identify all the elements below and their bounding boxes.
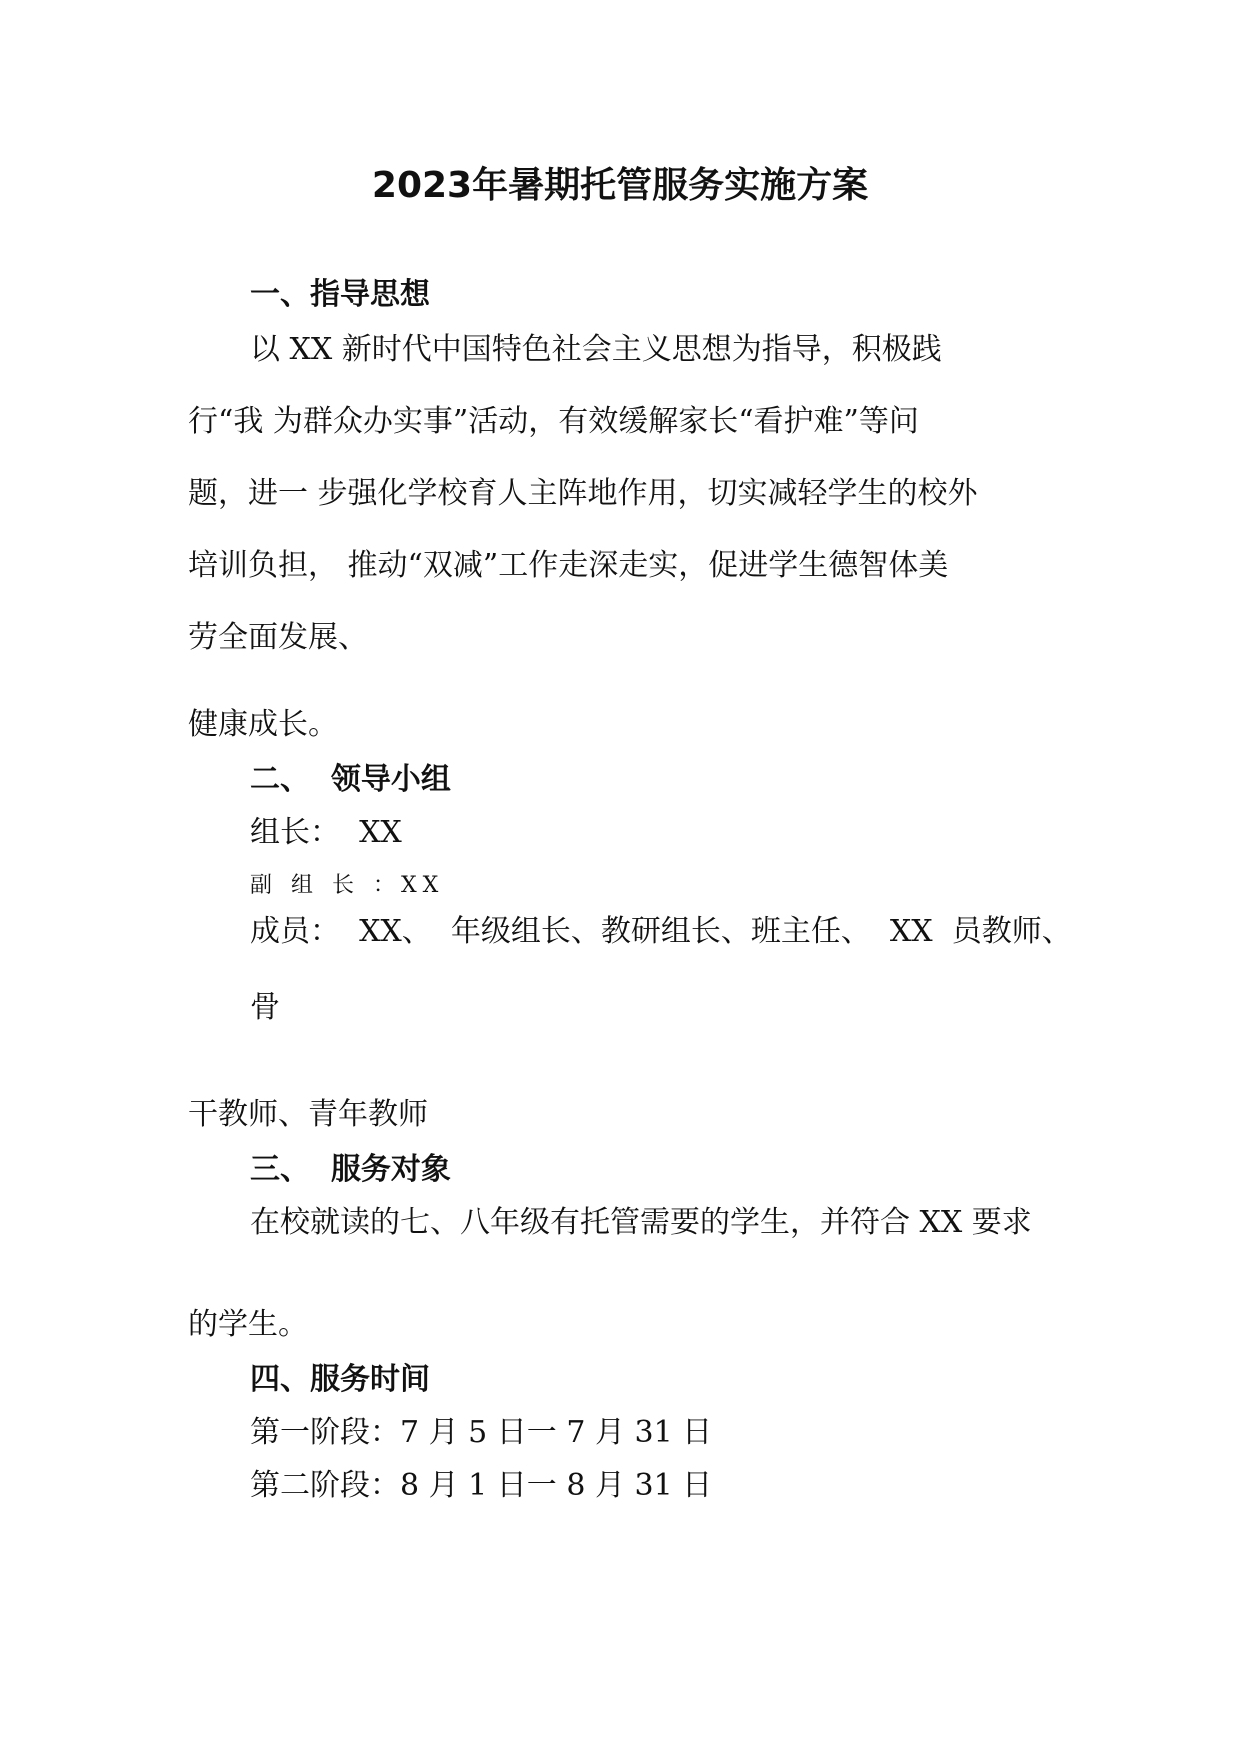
phase-one-line: 第一阶段：7 月 5 日一 7 月 31 日: [250, 1415, 713, 1450]
paragraph-line: 骨: [250, 990, 280, 1025]
group-leader-line: 组长： XX: [250, 815, 402, 850]
paragraph-line: 培训负担， 推动“双减”工作走深走实，促进学生德智体美: [188, 548, 949, 583]
paragraph-line: 劳全面发展、: [188, 620, 368, 655]
section-heading-guiding-ideology: 一、指导思想: [250, 277, 430, 312]
paragraph-line: 健康成长。: [188, 707, 338, 742]
section-heading-service-targets: 三、 服务对象: [250, 1152, 451, 1187]
paragraph-line: 的学生。: [188, 1307, 308, 1342]
paragraph-line: 题，进一 步强化学校育人主阵地作用，切实减轻学生的校外: [188, 476, 978, 511]
phase-two-line: 第二阶段：8 月 1 日一 8 月 31 日: [250, 1468, 713, 1503]
paragraph-line: 以 XX 新时代中国特色社会主义思想为指导，积极践: [250, 332, 942, 367]
paragraph-line: 在校就读的七、八年级有托管需要的学生，并符合 XX 要求: [250, 1205, 1032, 1240]
section-heading-leadership-group: 二、 领导小组: [250, 762, 451, 797]
deputy-leader-line: 副 组 长 ：XX: [250, 873, 445, 898]
paragraph-line: 行“我 为群众办实事”活动，有效缓解家长“看护难”等问: [188, 404, 919, 439]
members-line: 成员： XX、 年级组长、教研组长、班主任、 XX 员教师、: [250, 914, 1072, 949]
paragraph-line: 干教师、青年教师: [188, 1097, 428, 1132]
document-title: 2023年暑期托管服务实施方案: [371, 165, 869, 206]
section-heading-service-time: 四、服务时间: [250, 1362, 430, 1397]
